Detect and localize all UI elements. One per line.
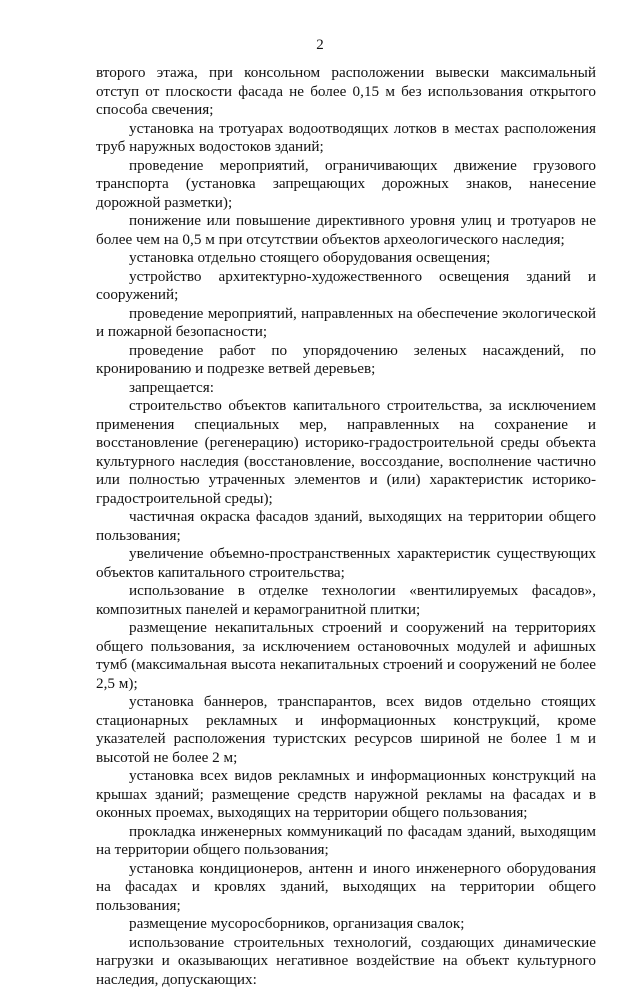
paragraph: увеличение объемно-пространственных характеристик существующих объектов капитального строительства; — [96, 545, 596, 582]
paragraph: установка всех видов рекламных и информационных конструкций на крышах зданий; размещение средств наружной рекламы на фасадах и в оконных проемах, выходящих на территории общего пользования; — [96, 767, 596, 823]
paragraph: устройство архитектурно-художественного освещения зданий и сооружений; — [96, 268, 596, 305]
paragraph: использование в отделке технологии «вентилируемых фасадов», композитных панелей и керамогранитной плитки; — [96, 582, 596, 619]
paragraph: частичная окраска фасадов зданий, выходящих на территории общего пользования; — [96, 508, 596, 545]
paragraph: прокладка инженерных коммуникаций по фасадам зданий, выходящим на территории общего пользования; — [96, 823, 596, 860]
paragraph: установка кондиционеров, антенн и иного инженерного оборудования на фасадах и кровлях зданий, выходящих на территории общего пользования; — [96, 860, 596, 916]
paragraph: проведение мероприятий, направленных на обеспечение экологической и пожарной безопасности; — [96, 305, 596, 342]
document-body — [96, 64, 596, 989]
paragraph: второго этажа, при консольном расположении вывески максимальный отступ от плоскости фасада не более 0,15 м без использования открытого способа свечения; — [96, 64, 596, 120]
paragraph: использование строительных технологий, создающих динамические нагрузки и оказывающих негативное воздействие на объект культурного наследия, допускающих: — [96, 934, 596, 989]
page-number: 2 — [0, 37, 640, 54]
paragraph: размещение мусоросборников, организация свалок; — [96, 915, 596, 934]
paragraph: запрещается: — [96, 379, 596, 398]
paragraph: установка отдельно стоящего оборудования освещения; — [96, 249, 596, 268]
paragraph: размещение некапитальных строений и сооружений на территориях общего пользования, за исключением остановочных модулей и афишных тумб (максимальная высота некапитальных строений и сооружений не более 2,5 м); — [96, 619, 596, 693]
paragraph: проведение мероприятий, ограничивающих движение грузового транспорта (установка запрещающих дорожных знаков, нанесение дорожной разметки); — [96, 157, 596, 213]
paragraph: установка баннеров, транспарантов, всех видов отдельно стоящих стационарных рекламных и информационных конструкций, кроме указателей расположения туристских ресурсов шириной не более 1 м и высотой не более 2 м; — [96, 693, 596, 767]
paragraph: понижение или повышение директивного уровня улиц и тротуаров не более чем на 0,5 м при отсутствии объектов археологического наследия; — [96, 212, 596, 249]
paragraph: установка на тротуарах водоотводящих лотков в местах расположения труб наружных водостоков зданий; — [96, 120, 596, 157]
paragraph: строительство объектов капитального строительства, за исключением применения специальных мер, направленных на сохранение и восстановление (регенерацию) историко-градостроительной среды объекта культурного наследия (восстановление, воссоздание, восполнение частично или полностью утраченных элементов и (или) характеристик историко-градостроительной среды); — [96, 397, 596, 508]
paragraph: проведение работ по упорядочению зеленых насаждений, по кронированию и подрезке ветвей деревьев; — [96, 342, 596, 379]
